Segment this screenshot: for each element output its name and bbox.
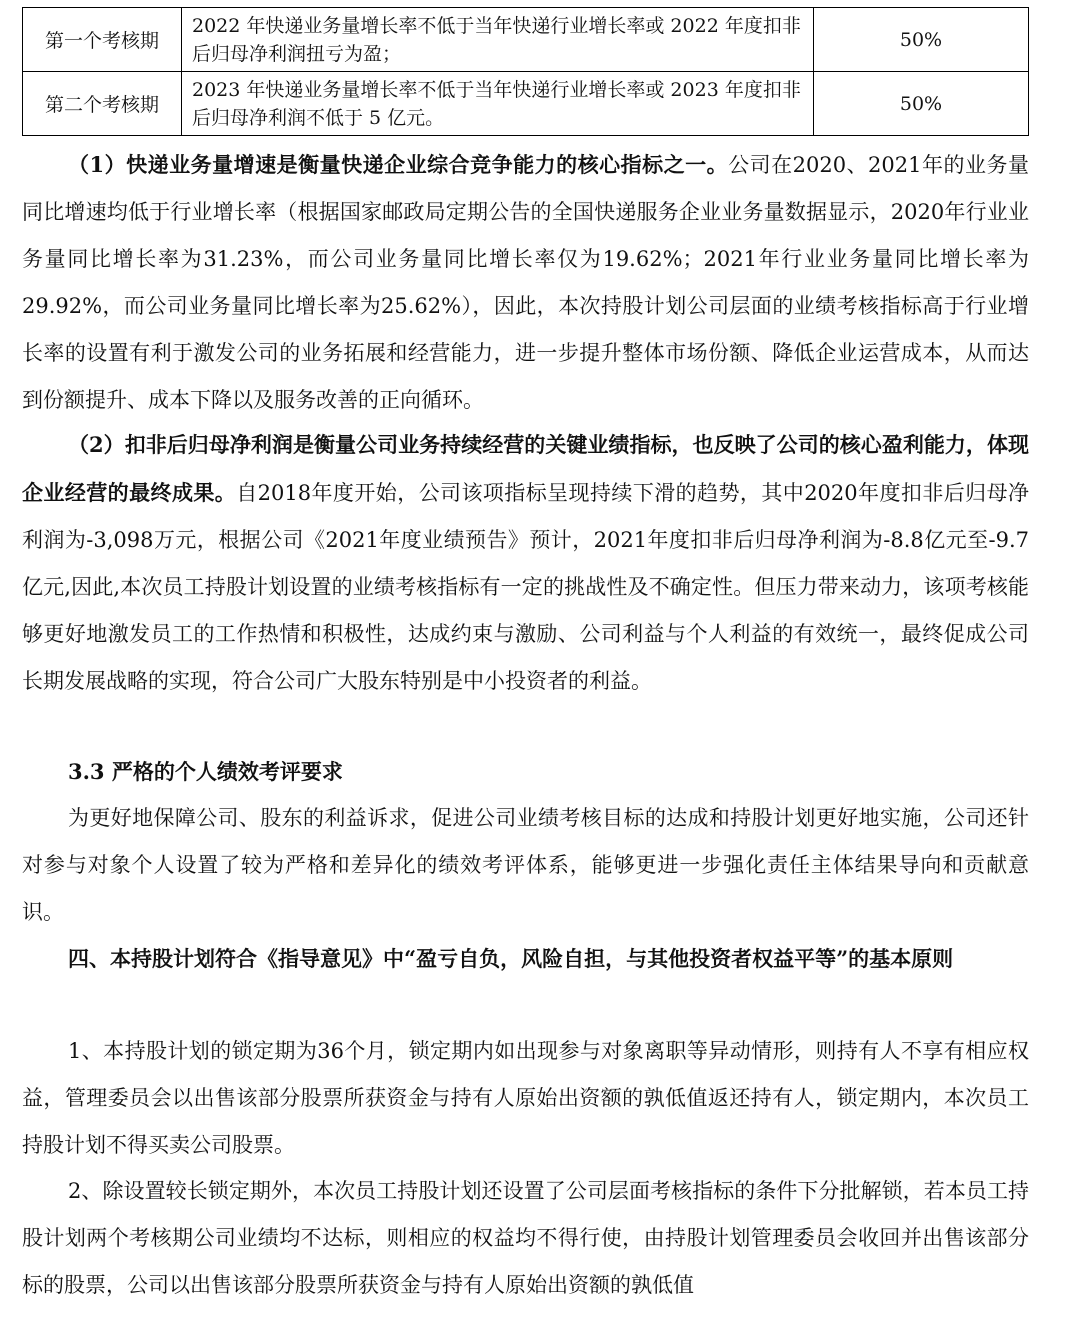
paragraph-body: 公司在2020、2021年的业务量同比增速均低于行业增长率（根据国家邮政局定期公告的全国快递服务企业业务量数据显示，2020年行业业务量同比增长率为31.23%，而公司业务量同比增长率仅为19.62%；2021年行业业务量同比增长率为29.92%，而公司业务量同比增长率为25.62%），因此，本次持股计划公司层面的业绩考核指标高于行业增长率的设置有利于激发公司的业务拓展和经营能力，进一步提升整体市场份额、降低企业运营成本，从而达到份额提升、成本下降以及服务改善的正向循环。 <box>22 153 1029 412</box>
paragraph-body: 自2018年度开始，公司该项指标呈现持续下滑的趋势，其中2020年度扣非后归母净利润为-3,098万元，根据公司《2021年度业绩预告》预计，2021年度扣非后归母净利润为-8.8亿元至-9.7亿元,因此,本次员工持股计划设置的业绩考核指标有一定的挑战性及不确定性。但压力带来动力，该项考核能够更好地激发员工的工作热情和积极性，达成约束与激励、公司利益与个人利益的有效统一，最终促成公司长期发展战略的实现，符合公司广大股东特别是中小投资者的利益。 <box>22 481 1030 693</box>
paragraph-lead: （2）扣非后归母净利润是衡量公司业务持续经营的关键业绩指标，也反映了公司的核心盈利能力，体现企业经营的最终成果。 <box>22 432 1029 505</box>
section-heading-4: 四、本持股计划符合《指导意见》中“盈亏自负，风险自担，与其他投资者权益平等”的基本原则 <box>68 946 954 971</box>
condition-cell: 2022 年快递业务量增长率不低于当年快递行业增长率或 2022 年度扣非后归母净利润扭亏为盈； <box>182 8 814 72</box>
condition-cell: 2023 年快递业务量增长率不低于当年快递行业增长率或 2023 年度扣非后归母净利润不低于 5 亿元。 <box>182 72 814 136</box>
period-cell: 第一个考核期 <box>23 8 182 72</box>
table-row <box>23 8 1029 72</box>
ratio-cell: 50% <box>814 72 1029 136</box>
paragraph-lead: （1）快递业务量增速是衡量快递企业综合竞争能力的核心指标之一。 <box>68 152 729 177</box>
paragraph-batch-unlock: 2、除设置较长锁定期外，本次员工持股计划还设置了公司层面考核指标的条件下分批解锁，若本员工持股计划两个考核期公司业绩均不达标，则相应的权益均不得行使，由持股计划管理委员会收回并出售该部分标的股票，公司以出售该部分股票所获资金与持有人原始出资额的孰低值 <box>22 1179 1029 1297</box>
section-heading-3-3: 3.3 严格的个人绩效考评要求 <box>68 759 343 784</box>
paragraph-lock-period: 1、本持股计划的锁定期为36个月，锁定期内如出现参与对象离职等异动情形，则持有人不享有相应权益，管理委员会以出售该部分股票所获资金与持有人原始出资额的孰低值返还持有人，锁定期内，本次员工持股计划不得买卖公司股票。 <box>22 1039 1029 1157</box>
ratio-cell: 50% <box>814 8 1029 72</box>
period-cell: 第二个考核期 <box>23 72 182 136</box>
table-row <box>23 72 1029 136</box>
paragraph-performance-review: 为更好地保障公司、股东的利益诉求，促进公司业绩考核目标的达成和持股计划更好地实施，公司还针对参与对象个人设置了较为严格和差异化的绩效考评体系，能够更进一步强化责任主体结果导向和贡献意识。 <box>22 806 1029 924</box>
assessment-table <box>22 7 1029 136</box>
paragraph-business-volume <box>22 141 1029 424</box>
paragraph-net-profit <box>22 421 1029 705</box>
